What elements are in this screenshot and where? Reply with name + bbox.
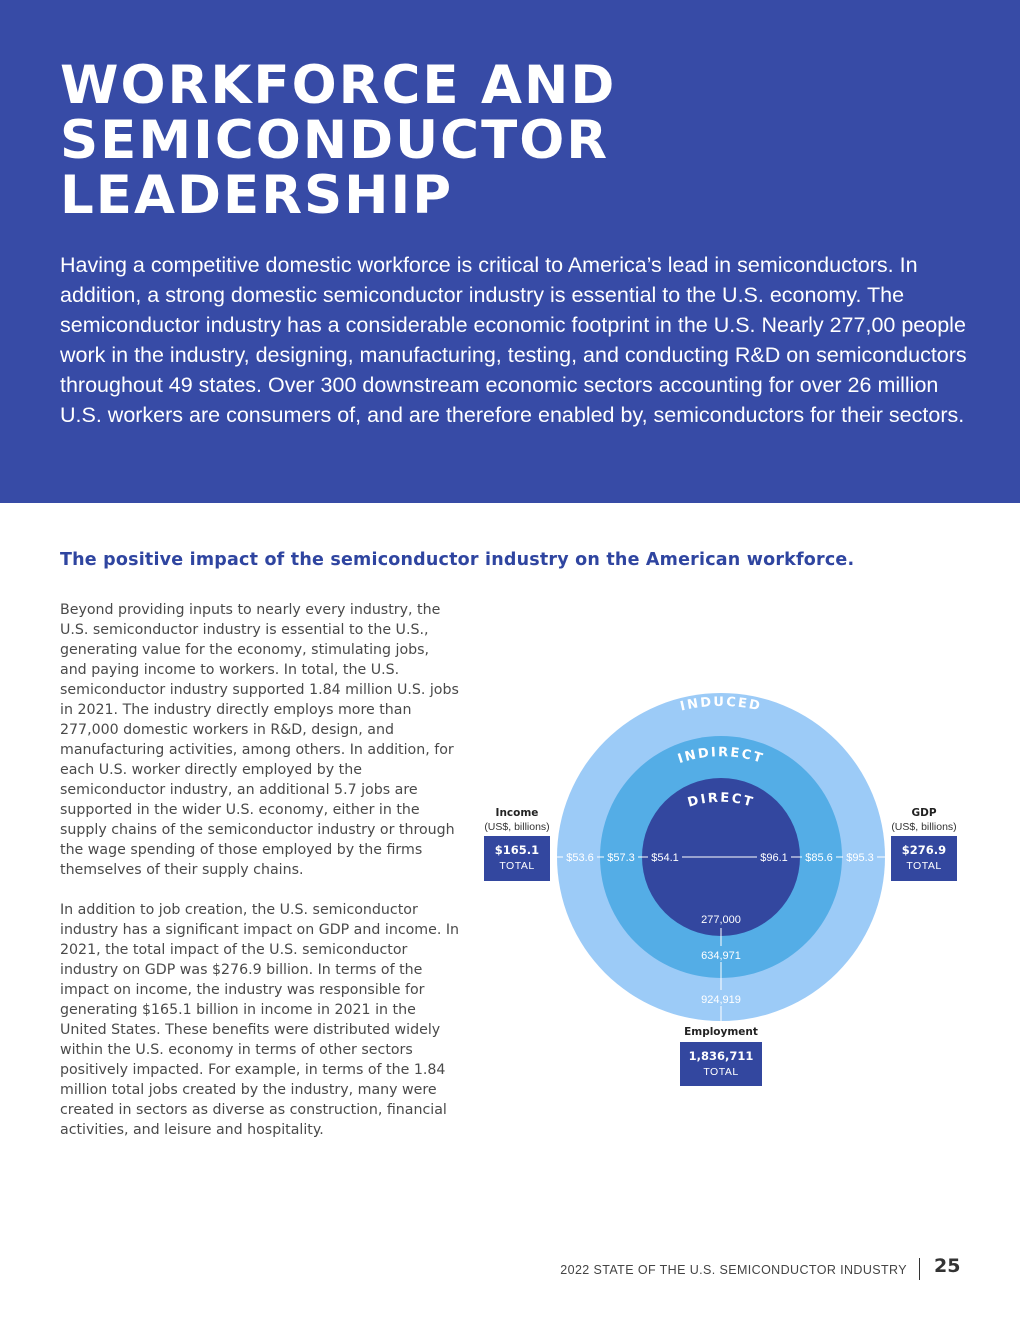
footer-divider [919,1258,920,1280]
title-line: LEADERSHIP [60,165,454,226]
income-induced-value: $53.6 [566,852,594,864]
income-direct-value: $54.1 [651,852,679,864]
gdp-label: GDP [911,807,937,819]
income-indirect-value: $57.3 [607,852,635,864]
income-label: Income [495,807,539,819]
section-subheading: The positive impact of the semiconductor industry on the American workforce. [60,550,855,570]
employment-direct-value: 277,000 [701,914,741,926]
page-title [60,55,960,226]
ring-label-induced: INDUCED [678,694,764,715]
body-paragraph: In addition to job creation, the U.S. semiconductor industry has a significant impact on GDP and income. In 2021, the total impact of the U.S. semiconductor industry on GDP was $276.9 billion. In terms of the impact on income, the industry was responsible for generating $165.1 billion in income in 2021 in the United States. These benefits were distributed widely within the U.S. economy in terms of other sectors positively impacted. For example, in terms of the 1.84 million total jobs created by the industry, many were created in sectors as diverse as construction, financial activities, and leisure and hospitality. [60,902,460,1138]
gdp-induced-value: $95.3 [846,852,874,864]
gdp-total-value: $276.9 [901,843,947,857]
title-line: SEMICONDUCTOR [60,110,610,171]
gdp-total-label: TOTAL [906,860,942,872]
employment-total-label: TOTAL [703,1066,739,1078]
employment-label: Employment [684,1026,758,1038]
ring-label-direct: DIRECT [686,790,756,811]
gdp-indirect-value: $85.6 [805,852,833,864]
economic-impact-diagram [470,690,990,1110]
income-unit: (US$, billions) [484,821,550,833]
footer-publication: 2022 STATE OF THE U.S. SEMICONDUCTOR INDUSTRY [560,1263,907,1277]
gdp-direct-value: $96.1 [760,852,788,864]
gdp-unit: (US$, billions) [891,821,957,833]
employment-indirect-value: 634,971 [701,950,741,962]
body-paragraph: Beyond providing inputs to nearly every industry, the U.S. semiconductor industry is essential to the U.S., generating value for the economy, stimulating jobs, and paying income to workers. In total, the U.S. semiconductor industry supported 1.84 million U.S. jobs in 2021. The industry directly employs more than 277,000 domestic workers in R&D, design, and manufacturing activities, among others. In addition, for each U.S. worker directly employed by the semiconductor industry, an additional 5.7 jobs are supported in the wider U.S. economy, either in the supply chains of the semiconductor industry or through the wage spending of those employed by the firms themselves of their supply chains. [60,602,459,878]
title-line: WORKFORCE AND [60,55,617,116]
income-total-label: TOTAL [499,860,535,872]
income-total-value: $165.1 [494,843,540,857]
employment-total-value: 1,836,711 [688,1049,754,1063]
employment-induced-value: 924,919 [701,994,741,1006]
intro-paragraph: Having a competitive domestic workforce is critical to America’s lead in semiconductors. In addition, a strong domestic semiconductor industry is essential to the U.S. economy. The semiconductor industry has a considerable economic footprint in the U.S. Nearly 277,00 people work in the industry, designing, manufacturing, testing, and conducting R&D on semiconductors throughout 49 states. Over 300 downstream economic sectors accounting for over 26 million U.S. workers are consumers of, and are therefore enabled by, semiconductors for their sectors. [60,253,967,427]
header-banner [0,0,1020,503]
ring-label-indirect: INDIRECT [676,745,766,768]
page-number: 25 [934,1255,961,1277]
